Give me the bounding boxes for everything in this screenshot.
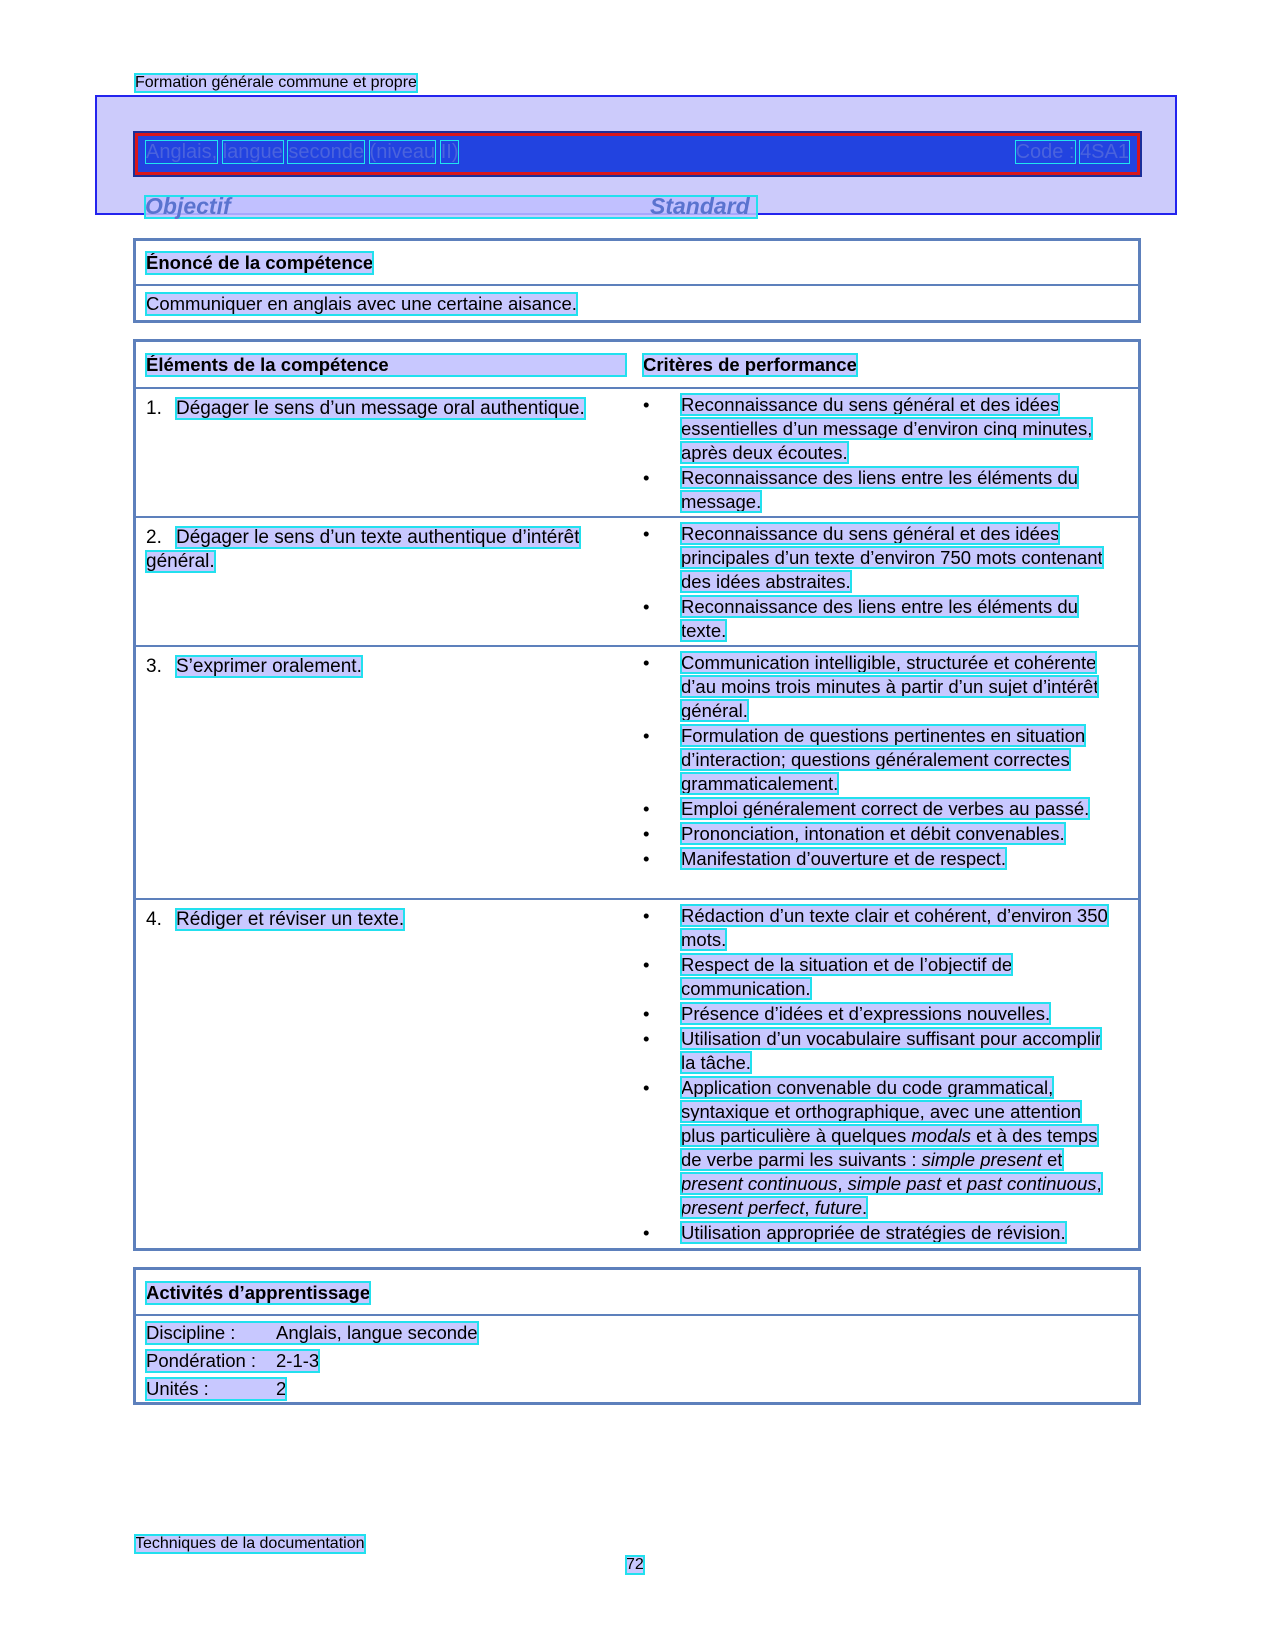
label-objectif: Objectif xyxy=(145,193,231,219)
bullet-icon: • xyxy=(643,652,650,673)
criterion-text xyxy=(681,1077,1102,1218)
course-name-word: II) xyxy=(440,141,459,163)
criterion-text: Formulation de questions pertinentes en situation d’interaction; questions généralement correctes grammaticalement. xyxy=(681,725,1086,794)
criterion-item xyxy=(643,466,1113,514)
course-code-value: 4SA1 xyxy=(1080,141,1129,163)
criterion-text: Respect de la situation et de l’objectif de communication. xyxy=(681,954,1013,999)
criterion-text-part: , xyxy=(1096,1173,1102,1194)
activites-box xyxy=(133,1267,1141,1405)
discipline-value: Anglais, langue seconde xyxy=(276,1322,478,1343)
element-text: Dégager le sens d’un message oral authentique. xyxy=(176,398,585,419)
element-text: Rédiger et réviser un texte. xyxy=(176,909,405,930)
course-name-word: (niveau xyxy=(369,141,436,163)
unites-label: Unités : xyxy=(146,1378,209,1399)
activites-heading: Activités d’apprentissage xyxy=(146,1282,371,1303)
criterion-text: Emploi généralement correct de verbes au passé. xyxy=(681,798,1090,819)
course-title-bar xyxy=(135,133,1140,175)
bullet-icon: • xyxy=(643,823,650,844)
criterion-text-part: et xyxy=(941,1173,967,1194)
label-standard: Standard xyxy=(650,193,750,219)
criteria-list xyxy=(643,904,1113,1246)
criterion-text: Utilisation appropriée de stratégies de révision. xyxy=(681,1222,1066,1243)
criterion-item xyxy=(643,595,1113,643)
criteria-list xyxy=(643,522,1113,644)
course-name xyxy=(146,141,458,164)
criterion-item xyxy=(643,797,1113,821)
course-name-word: Anglais, xyxy=(146,141,218,163)
competence-table xyxy=(133,339,1141,1251)
bullet-icon: • xyxy=(643,798,650,819)
criterion-item xyxy=(643,822,1113,846)
criterion-item xyxy=(643,847,1113,871)
criterion-item xyxy=(643,1221,1113,1245)
col-header-criteres: Critères de performance xyxy=(643,354,857,375)
criterion-text: Présence d’idées et d’expressions nouvelles. xyxy=(681,1003,1051,1024)
criterion-italic-term: present perfect xyxy=(681,1197,805,1218)
objectif-standard-labels xyxy=(145,193,757,219)
criteria-list xyxy=(643,393,1113,515)
criterion-text-part: et xyxy=(1041,1149,1063,1170)
competence-element xyxy=(146,655,626,679)
criterion-italic-term: simple present xyxy=(921,1149,1042,1170)
criteria-list xyxy=(643,651,1113,872)
criterion-item xyxy=(643,1027,1113,1075)
enonce-heading: Énoncé de la compétence xyxy=(146,252,374,273)
element-number: 3. xyxy=(146,656,162,677)
bullet-icon: • xyxy=(643,848,650,869)
criterion-item xyxy=(643,651,1113,723)
element-text: S’exprimer oralement. xyxy=(176,656,362,677)
bullet-icon: • xyxy=(643,1222,650,1243)
criterion-item xyxy=(643,904,1113,952)
bullet-icon: • xyxy=(643,523,650,544)
bullet-icon: • xyxy=(643,596,650,617)
criterion-text-part: et à des temps de verbe parmi les suivants : xyxy=(681,1125,1098,1170)
element-text: Dégager le sens d’un texte authentique d’intérêt général. xyxy=(146,527,580,572)
running-head: Formation générale commune et propre xyxy=(135,74,417,91)
unites-row xyxy=(146,1378,286,1400)
criterion-text-part: , xyxy=(837,1173,848,1194)
criterion-text: Manifestation d’ouverture et de respect. xyxy=(681,848,1006,869)
bullet-icon: • xyxy=(643,1028,650,1049)
table-row xyxy=(136,898,1138,1251)
criterion-italic-term: present continuous xyxy=(681,1173,838,1194)
criterion-italic-term: past continuous xyxy=(966,1173,1097,1194)
enonce-box xyxy=(133,238,1141,323)
criterion-item xyxy=(643,393,1113,465)
discipline-row xyxy=(146,1322,478,1344)
table-row xyxy=(136,645,1138,898)
col-header-elements: Éléments de la compétence xyxy=(146,354,626,376)
criterion-italic-term: modals xyxy=(911,1125,972,1146)
criterion-text: Communication intelligible, structurée et cohérente d’au moins trois minutes à partir d’un sujet d’intérêt général. xyxy=(681,652,1099,721)
criterion-text: Prononciation, intonation et débit convenables. xyxy=(681,823,1065,844)
criterion-text-part: . xyxy=(862,1197,868,1218)
criterion-text: Utilisation d’un vocabulaire suffisant pour accomplir la tâche. xyxy=(681,1028,1102,1073)
element-number: 4. xyxy=(146,909,162,930)
criterion-text: Rédaction d’un texte clair et cohérent, d’environ 350 mots. xyxy=(681,905,1108,950)
bullet-icon: • xyxy=(643,1077,650,1098)
competence-element xyxy=(146,526,626,574)
unites-value: 2 xyxy=(276,1378,287,1399)
table-row xyxy=(136,516,1138,645)
ponderation-label: Pondération : xyxy=(146,1350,257,1371)
course-code-label: Code : xyxy=(1015,141,1075,163)
criterion-text: Reconnaissance du sens général et des idées principales d’un texte d’environ 750 mots contenant des idées abstraites. xyxy=(681,523,1103,592)
criterion-text-part: , xyxy=(804,1197,815,1218)
element-number: 2. xyxy=(146,527,162,548)
enonce-header xyxy=(136,241,1138,286)
criterion-italic-term: future xyxy=(814,1197,862,1218)
criterion-italic-term: simple past xyxy=(847,1173,942,1194)
ponderation-value: 2-1-3 xyxy=(276,1350,320,1371)
bullet-icon: • xyxy=(643,467,650,488)
competence-element xyxy=(146,908,626,932)
criterion-text: Reconnaissance du sens général et des idées essentielles d’un message d’environ cinq minutes, après deux écoutes. xyxy=(681,394,1093,463)
bullet-icon: • xyxy=(643,394,650,415)
criterion-item xyxy=(643,1076,1113,1220)
activites-header xyxy=(136,1270,1138,1316)
criterion-text: Reconnaissance des liens entre les éléments du message. xyxy=(681,467,1078,512)
course-code xyxy=(1016,141,1129,164)
competence-element xyxy=(146,397,626,421)
page-number: 72 xyxy=(626,1556,644,1573)
enonce-text: Communiquer en anglais avec une certaine aisance. xyxy=(146,293,577,314)
criterion-item xyxy=(643,953,1113,1001)
ponderation-row xyxy=(146,1350,319,1372)
criterion-item xyxy=(643,522,1113,594)
bullet-icon: • xyxy=(643,725,650,746)
criterion-item xyxy=(643,1002,1113,1026)
criterion-item xyxy=(643,724,1113,796)
table-header xyxy=(136,342,1138,387)
criterion-text: Reconnaissance des liens entre les éléments du texte. xyxy=(681,596,1078,641)
criterion-text-part: Application convenable du code grammatical, syntaxique et orthographique, avec une attention plus particulière à quelques xyxy=(681,1077,1082,1146)
bullet-icon: • xyxy=(643,954,650,975)
discipline-label: Discipline : xyxy=(146,1322,236,1343)
bullet-icon: • xyxy=(643,1003,650,1024)
course-name-word: seconde xyxy=(288,141,364,163)
bullet-icon: • xyxy=(643,905,650,926)
table-row xyxy=(136,387,1138,516)
footer-program: Techniques de la documentation xyxy=(135,1535,365,1552)
course-name-word: langue xyxy=(222,141,283,163)
element-number: 1. xyxy=(146,398,162,419)
